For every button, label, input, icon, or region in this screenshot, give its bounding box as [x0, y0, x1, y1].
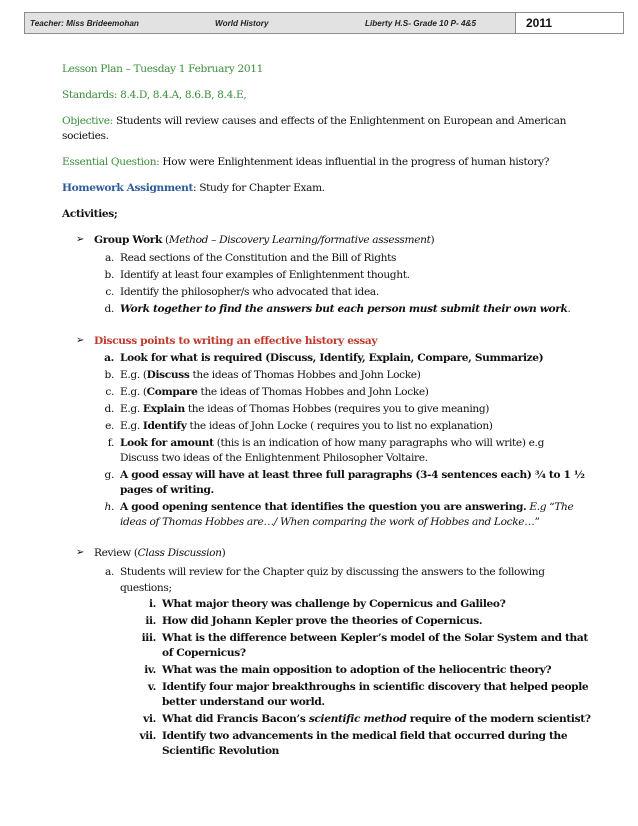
- question-label: v.: [147, 681, 156, 693]
- group-work-title: Group Work: [94, 234, 163, 246]
- discuss-d-bold: Explain: [142, 403, 185, 415]
- discuss-h-italic: E.g “The: [526, 501, 574, 513]
- question-vi-pre: What did Francis Bacon’s: [162, 713, 309, 725]
- list-item: [120, 419, 493, 433]
- discuss-c-bold: Compare: [146, 386, 198, 398]
- lesson-plan-title: Lesson Plan – Tuesday 1 February 2011: [62, 63, 264, 75]
- question-item: Identify four major breakthroughs in scientific discovery that helped people: [162, 681, 589, 693]
- question-vi-italic: scientific method: [308, 713, 407, 725]
- list-item: A good essay will have at least three full paragraphs (3-4 sentences each) ¾ to 1 ½: [120, 469, 585, 481]
- header-school: Liberty H.S- Grade 10 P- 4&5: [365, 18, 477, 28]
- discuss-f-bold: Look for amount: [120, 437, 214, 449]
- activities-heading: Activities;: [62, 208, 118, 220]
- list-label: c.: [105, 386, 114, 398]
- list-item: Identify at least four examples of Enlightenment thought.: [120, 269, 410, 281]
- list-label: h.: [104, 501, 114, 513]
- question-item: What was the main opposition to adoption of the heliocentric theory?: [162, 664, 552, 676]
- bullet-arrow-icon: ➢: [76, 547, 85, 558]
- list-item-continued: Discuss two ideas of the Enlightenment Philosopher Voltaire.: [120, 452, 428, 464]
- question-label: iii.: [141, 632, 156, 644]
- discuss-e-bold: Identify: [142, 420, 187, 432]
- essential-question-text: How were Enlightenment ideas influential in the progress of human history?: [159, 156, 550, 168]
- list-label: a.: [104, 352, 114, 364]
- discuss-d-post: the ideas of Thomas Hobbes (requires you to give meaning): [184, 403, 490, 415]
- list-item: Look for what is required (Discuss, Identify, Explain, Compare, Summarize): [120, 352, 544, 364]
- list-item: [120, 302, 570, 316]
- list-item: [120, 436, 544, 450]
- discuss-b-post: the ideas of Thomas Hobbes and John Locke): [189, 369, 421, 381]
- essential-question-line: [62, 155, 549, 169]
- list-label: a.: [105, 252, 114, 264]
- question-item: [162, 712, 591, 726]
- question-item-continued: better understand our world.: [162, 696, 325, 708]
- group-work-d-text: Work together to find the answers but each person must submit their own work: [120, 303, 568, 315]
- list-item-continued: [120, 515, 540, 529]
- discuss-heading: Discuss points to writing an effective history essay: [94, 335, 378, 347]
- header-info-bar: [24, 12, 516, 34]
- list-label: d.: [104, 303, 114, 315]
- homework-label: Homework Assignment: [62, 182, 193, 194]
- list-label: b.: [104, 269, 114, 281]
- group-work-paren-close: ): [430, 234, 435, 246]
- discuss-d-pre: E.g.: [120, 403, 143, 415]
- list-label: e.: [105, 420, 114, 432]
- list-label: c.: [105, 286, 114, 298]
- list-label: g.: [104, 469, 114, 481]
- objective-line-2: societies.: [62, 130, 109, 142]
- discuss-b-bold: Discuss: [146, 369, 190, 381]
- question-item-continued: of Copernicus?: [162, 647, 246, 659]
- review-method: Class Discussion: [137, 547, 222, 559]
- list-item: Identify the philosopher/s who advocated that idea.: [120, 286, 379, 298]
- list-label: a.: [105, 566, 114, 578]
- discuss-e-post: the ideas of John Locke ( requires you to list no explanation): [186, 420, 493, 432]
- homework-text: : Study for Chapter Exam.: [193, 182, 325, 194]
- objective-label: Objective:: [62, 115, 113, 127]
- list-item: [120, 402, 489, 416]
- discuss-b-pre: E.g. (: [120, 369, 147, 381]
- review-paren-close: ): [221, 547, 226, 559]
- review-heading: [94, 546, 225, 560]
- group-work-method: Method – Discovery Learning/formative assessment: [168, 234, 431, 246]
- list-item: [120, 500, 573, 514]
- question-label: vii.: [139, 730, 156, 742]
- objective-line: [62, 114, 566, 128]
- question-item: How did Johann Kepler prove the theories of Copernicus.: [162, 615, 483, 627]
- question-item-continued: Scientific Revolution: [162, 745, 280, 757]
- group-work-paren-open: (: [162, 234, 169, 246]
- header-year: 2011: [516, 12, 624, 34]
- list-item-continued: pages of writing.: [120, 484, 214, 496]
- question-item: Identify two advancements in the medical field that occurred during the: [162, 730, 568, 742]
- list-item: Read sections of the Constitution and the Bill of Rights: [120, 252, 397, 264]
- list-label: d.: [104, 403, 114, 415]
- review-paren-open: (: [130, 547, 138, 559]
- list-item: Students will review for the Chapter quiz by discussing the answers to the following: [120, 566, 545, 578]
- essential-question-label: Essential Question:: [62, 156, 160, 168]
- discuss-c-pre: E.g. (: [120, 386, 147, 398]
- discuss-h-end: ”: [534, 516, 540, 528]
- list-label: b.: [104, 369, 114, 381]
- discuss-c-post: the ideas of Thomas Hobbes and John Locke): [197, 386, 429, 398]
- list-item-continued: questions;: [120, 582, 172, 594]
- list-item: [120, 385, 429, 399]
- header-teacher: Teacher: Miss Brideemohan: [30, 18, 139, 28]
- list-item: [120, 368, 421, 382]
- question-label: ii.: [145, 615, 156, 627]
- review-title: Review: [94, 547, 131, 559]
- list-label: f.: [107, 437, 114, 449]
- header-subject: World History: [215, 18, 269, 28]
- discuss-f-post: (this is an indication of how many paragraphs who will write) e.g: [213, 437, 545, 449]
- discuss-e-pre: E.g.: [120, 420, 143, 432]
- discuss-h-bold: A good opening sentence that identifies the question you are answering.: [120, 501, 527, 513]
- standards-line: Standards: 8.4.D, 8.4.A, 8.6.B, 8.4.E,: [62, 89, 247, 101]
- group-work-heading: [94, 233, 434, 247]
- bullet-arrow-icon: ➢: [76, 335, 85, 346]
- page-header: [24, 12, 624, 34]
- question-label: vi.: [143, 713, 156, 725]
- question-item: What major theory was challenge by Copernicus and Galileo?: [162, 598, 506, 610]
- discuss-h-line2: ideas of Thomas Hobbes are…/ When comparing the work of Hobbes and Locke…: [120, 516, 535, 528]
- question-item: What is the difference between Kepler’s model of the Solar System and that: [162, 632, 588, 644]
- question-label: i.: [148, 598, 156, 610]
- objective-text: Students will review causes and effects of the Enlightenment on European and American: [112, 115, 567, 127]
- homework-line: [62, 181, 325, 195]
- bullet-arrow-icon: ➢: [76, 234, 85, 245]
- group-work-d-end: .: [567, 303, 571, 315]
- question-vi-post: require of the modern scientist?: [406, 713, 591, 725]
- question-label: iv.: [144, 664, 156, 676]
